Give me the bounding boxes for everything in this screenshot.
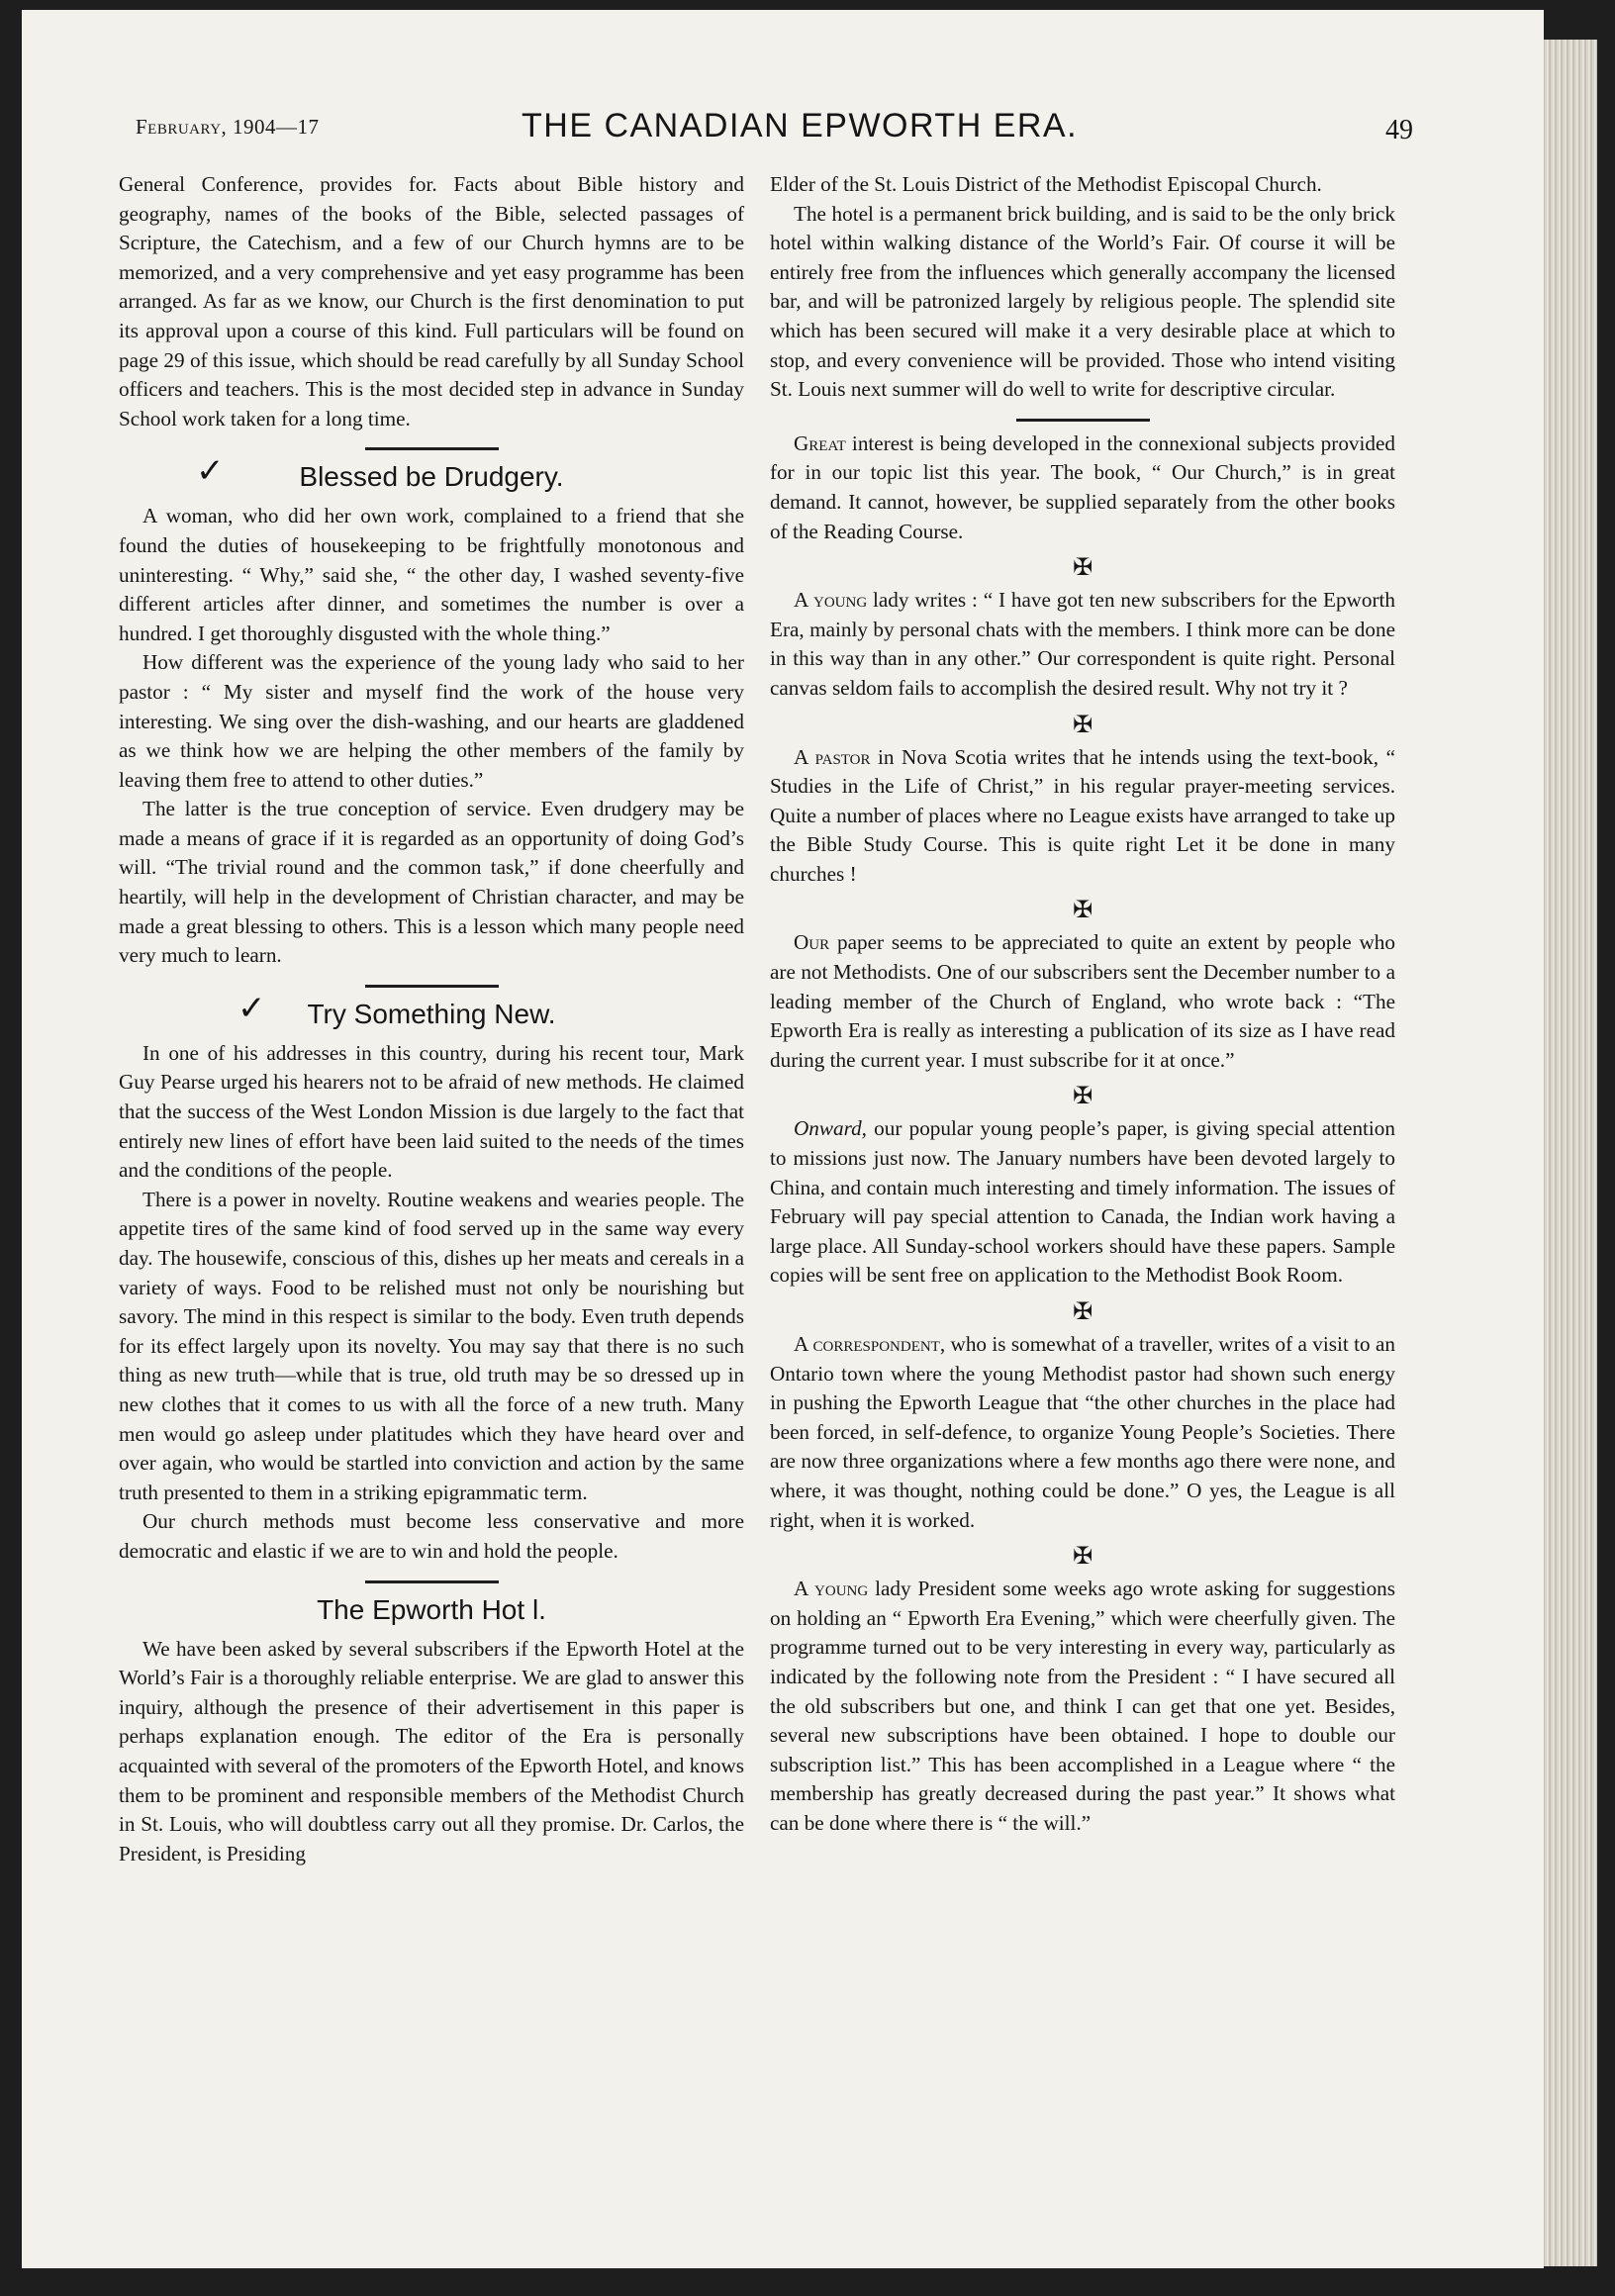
section-divider (365, 985, 499, 988)
paragraph: In one of his addresses in this country, during his recent tour, Mark Guy Pearse urged his hearers not to be afraid of new methods. He claimed that the success of the West London Mission is due largely to the fact that entirely new lines of effort have been laid suited to the needs of the times and the conditions of the people. (119, 1040, 744, 1183)
masthead-title: THE CANADIAN EPWORTH ERA. (522, 107, 1079, 144)
right-column (770, 170, 1395, 1839)
paragraph: Elder of the St. Louis District of the Methodist Episcopal Church. (770, 172, 1322, 196)
heading-try-something-new (119, 988, 744, 1033)
check-mark-icon: ✓ (196, 451, 225, 492)
paragraph: How different was the experience of the young lady who said to her pastor : “ My sister and myself find the work of the house very interesting. We sing over the dish-washing, and our hearts are gladdened as we think how we are helping the other members of the family by leaving them free to attend to other duties.” (119, 650, 744, 792)
section-divider (365, 1580, 499, 1583)
news-item: A pastor in Nova Scotia writes that he intends using the text-book, “ Studies in the Life of Christ,” in his regular prayer-meeting services. Quite a number of places where no League exists have arranged to take up the Bible Study Course. This is quite right Let it be done in many churches ! (770, 744, 1395, 886)
heading-blessed-be-drudgery (119, 451, 744, 496)
paragraph: A woman, who did her own work, complained to a friend that she found the duties of housekeeping to be frightfully monotonous and uninteresting. “ Why,” said she, “ the other day, I washed seventy-five different articles after dinner, and sometimes the number is over a hundred. I get thoroughly disgusted with the whole thing.” (119, 504, 744, 645)
maltese-cross-icon: ✠ (1072, 1082, 1093, 1110)
maltese-cross-icon: ✠ (1072, 1542, 1093, 1571)
section-divider (365, 447, 499, 450)
section-divider (1016, 419, 1150, 422)
maltese-cross-icon: ✠ (1072, 710, 1093, 738)
heading-epworth-hotel: The Epworth Hot l. (317, 1593, 546, 1625)
check-mark-icon: ✓ (238, 988, 266, 1028)
paragraph: There is a power in novelty. Routine weakens and wearies people. The appetite tires of the same kind of food served up in the same way every day. The housewife, conscious of this, dishes up her meats and cereals in a variety of ways. Food to be relished must not only be nourishing but savory. The mind in this respect is similar to the body. Even truth depends for its effect largely upon its novelty. You may say that there is no such thing as new truth—while that is true, old truth may be so dressed up in new clothes that it comes to us with all the force of a new truth. Many men would go asleep under platitudes which they have heard over and over again, who would be startled into conviction and action by the same truth presented to them in a striking epigrammatic term. (119, 1187, 744, 1504)
paragraph: We have been asked by several subscribers if the Epworth Hotel at the World’s Fair is a thoroughly reliable enterprise. We are glad to answer this inquiry, although the presence of their advertisement in this paper is perhaps explanation enough. The editor of the Era is personally acquainted with several of the promoters of the Epworth Hotel, and knows them to be prominent and responsible members of the Methodist Church in St. Louis, who will doubtless carry out all they promise. Dr. Carlos, the President, is Presiding (119, 1636, 744, 1866)
news-item: Our paper seems to be appreciated to quite an extent by people who are not Methodists. One of our subscribers sent the December number to a leading member of the Church of England, who wrote back : “The Epworth Era is really as interesting a publication of its size as I have read during the current year. I must subscribe for it at once.” (770, 930, 1395, 1072)
paragraph: Our church methods must become less conservative and more democratic and elastic if we are to win and hold the people. (119, 1509, 744, 1563)
news-item: Onward, our popular young people’s paper, is giving special attention to missions just now. The January numbers have been devoted largely to China, and contain much interesting and timely information. The issues of February will pay special attention to Canada, the Indian work having a large place. All Sunday-school workers should have these papers. Sample copies will be sent free on application to the Methodist Book Room. (770, 1116, 1395, 1288)
intro-paragraph: General Conference, provides for. Facts about Bible history and geography, names of the books of the Bible, selected passages of Scripture, the Catechism, and a few of our Church hymns are to be memorized, and a very comprehensive and yet easy programme has been arranged. As far as we know, our Church is the first denomination to put its approval upon a course of this kind. Full particulars will be found on page 29 of this issue, which should be read carefully by all Sunday School officers and teachers. This is the most decided step in advance in Sunday School work taken for a long time. (119, 172, 744, 430)
maltese-cross-icon: ✠ (1072, 1297, 1093, 1325)
magazine-page (22, 10, 1544, 2268)
page-header (22, 109, 1544, 168)
page-number: 49 (1385, 115, 1413, 145)
paragraph: The hotel is a permanent brick building, and is said to be the only brick hotel within walking distance of the World’s Fair. Of course it will be entirely free from the influences which generally accompany the licensed bar, and will be patronized largely by religious people. The splendid site which has been secured will make it a very desirable place at which to stop, and every convenience will be provided. Those who intend visiting St. Louis next summer will do well to write for descriptive circular. (770, 201, 1395, 402)
heading-text: Blessed be Drudgery. (299, 461, 564, 493)
news-item: A young lady President some weeks ago wrote asking for suggestions on holding an “ Epworth Era Evening,” which were cheerfully given. The programme turned out to be very interesting in every way, particularly as indicated by the following note from the President : “ I have secured all the old subscribers but one, and think I can get that one yet. Besides, several new subscriptions have been obtained. I hope to double our subscription list.” This has been accomplished in a League where “ the membership has greatly decreased during the past year.” It shows what can be done where there is “ the will.” (770, 1577, 1395, 1835)
maltese-cross-icon: ✠ (1072, 553, 1093, 582)
paragraph: The latter is the true conception of service. Even drudgery may be made a means of grace if it is regarded as an opportunity of doing God’s will. “The trivial round and the common task,” if done cheerfully and heartily, will help in the development of Christian character, and may be made a great blessing to others. This is a lesson which many people need very much to learn. (119, 797, 744, 968)
maltese-cross-icon: ✠ (1072, 896, 1093, 924)
news-item: A correspondent, who is somewhat of a traveller, writes of a visit to an Ontario town where the young Methodist pastor had shown such energy in pushing the Epworth League that “the other churches in the place had been forced, in self-defence, to organize Young People’s Societies. There are now three organizations where a few months ago there were none, and where, it was thought, nothing could be done.” O yes, the League is all right, when it is worked. (770, 1332, 1396, 1532)
news-item: A young lady writes : “ I have got ten new subscribers for the Epworth Era, mainly by personal chats with the members. I think more can be done in this way than in any other.” Our correspondent is quite right. Personal canvas seldom fails to accomplish the desired result. Why not try it ? (770, 588, 1395, 700)
left-column (119, 170, 744, 1868)
issue-date: February, 1904—17 (136, 115, 320, 139)
heading-text: Try Something New. (307, 998, 556, 1029)
news-item: Great interest is being developed in the connexional subjects provided for in our topic list this year. The book, “ Our Church,” is in great demand. It cannot, however, be supplied separately from the other books of the Reading Course. (770, 430, 1395, 543)
